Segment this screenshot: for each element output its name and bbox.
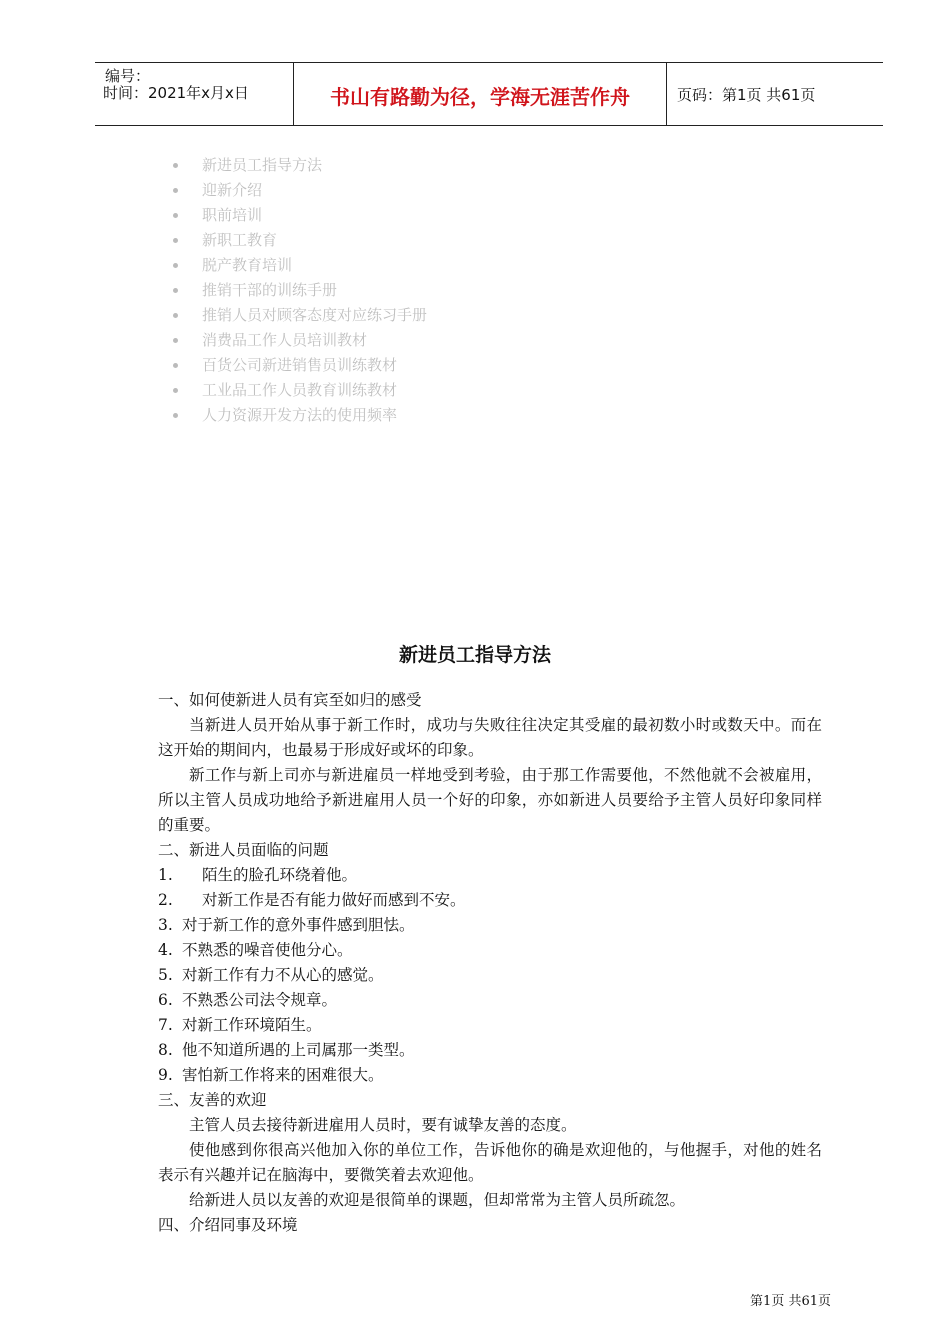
list-item <box>158 988 822 1013</box>
footer-page-number: 第1页 共61页 <box>750 1294 831 1309</box>
bullet-icon <box>173 163 178 168</box>
list-item <box>158 938 822 963</box>
list-item <box>158 1013 822 1038</box>
toc-item[interactable] <box>172 403 427 428</box>
toc-item-label: 职前培训 <box>202 206 263 224</box>
toc-list <box>172 153 427 428</box>
page-header <box>95 62 883 126</box>
toc-item-label: 推销干部的训练手册 <box>202 281 338 299</box>
section-heading: 一、如何使新进人员有宾至如归的感受 <box>158 691 422 709</box>
list-number: 3. <box>158 916 173 934</box>
bullet-icon <box>173 288 178 293</box>
toc-item-label: 推销人员对顾客态度对应练习手册 <box>202 306 428 324</box>
list-number: 1. <box>158 866 173 884</box>
list-text: 对新工作是否有能力做好而感到不安。 <box>202 891 466 909</box>
list-item <box>158 888 822 913</box>
list-number: 5. <box>158 966 173 984</box>
toc-item[interactable] <box>172 178 427 203</box>
list-item <box>158 913 822 938</box>
toc-item[interactable] <box>172 228 427 253</box>
toc-item[interactable] <box>172 253 427 278</box>
bullet-icon <box>173 263 178 268</box>
toc-item-label: 工业品工作人员教育训练教材 <box>202 381 398 399</box>
bullet-icon <box>173 188 178 193</box>
header-meta-cell <box>95 63 294 125</box>
header-motto-cell <box>294 63 667 125</box>
list-text: 不熟悉公司法令规章。 <box>182 991 338 1009</box>
list-number: 4. <box>158 941 173 959</box>
list-text: 陌生的脸孔环绕着他。 <box>202 866 358 884</box>
toc-item-label: 新进员工指导方法 <box>202 156 323 174</box>
list-number: 8. <box>158 1041 173 1059</box>
toc-item-label: 人力资源开发方法的使用频率 <box>202 406 398 424</box>
list-number: 6. <box>158 991 173 1009</box>
bullet-icon <box>173 413 178 418</box>
article-title: 新进员工指导方法 <box>398 644 551 666</box>
paragraph: 当新进人员开始从事于新工作时，成功与失败往往决定其受雇的最初数小时或数天中。而在这开始的期间内，也最易于形成好或坏的印象。 <box>158 716 822 759</box>
toc-item[interactable] <box>172 278 427 303</box>
list-item <box>158 1038 822 1063</box>
list-number: 9. <box>158 1066 173 1084</box>
list-text: 对新工作环境陌生。 <box>182 1016 322 1034</box>
bullet-icon <box>173 338 178 343</box>
toc-item[interactable] <box>172 353 427 378</box>
motto: 书山有路勤为径，学海无涯苦作舟 <box>330 85 630 109</box>
list-text: 他不知道所遇的上司属那一类型。 <box>182 1041 415 1059</box>
toc-item-label: 脱产教育培训 <box>202 256 293 274</box>
toc-item[interactable] <box>172 203 427 228</box>
time-label: 时间：2021年x月x日 <box>103 84 249 102</box>
bullet-icon <box>173 363 178 368</box>
list-text: 不熟悉的噪音使他分心。 <box>182 941 353 959</box>
list-number: 7. <box>158 1016 173 1034</box>
bullet-icon <box>173 388 178 393</box>
list-text: 对于新工作的意外事件感到胆怯。 <box>182 916 415 934</box>
toc-item[interactable] <box>172 153 427 178</box>
section-heading: 三、友善的欢迎 <box>158 1091 267 1109</box>
toc-item-label: 迎新介绍 <box>202 181 263 199</box>
list-item <box>158 1063 822 1088</box>
serial-label: 编号： <box>105 67 151 85</box>
paragraph: 新工作与新上司亦与新进雇员一样地受到考验，由于那工作需要他，不然他就不会被雇用，所以主管人员成功地给予新进雇用人员一个好的印象，亦如新进人员要给予主管人员好印象同样的重要。 <box>158 766 822 834</box>
section-heading: 二、新进人员面临的问题 <box>158 841 329 859</box>
list-item <box>158 863 822 888</box>
list-number: 2. <box>158 891 173 909</box>
paragraph: 使他感到你很高兴他加入你的单位工作，告诉他你的确是欢迎他的，与他握手，对他的姓名表示有兴趣并记在脑海中，要微笑着去欢迎他。 <box>158 1141 822 1184</box>
toc-item[interactable] <box>172 378 427 403</box>
list-text: 对新工作有力不从心的感觉。 <box>182 966 384 984</box>
section-heading: 四、介绍同事及环境 <box>158 1216 298 1234</box>
paragraph: 主管人员去接待新进雇用人员时，要有诚挚友善的态度。 <box>189 1116 577 1134</box>
toc-item-label: 百货公司新进销售员训练教材 <box>202 356 398 374</box>
toc-item[interactable] <box>172 328 427 353</box>
toc-item-label: 消费品工作人员培训教材 <box>202 331 368 349</box>
header-page-cell <box>667 63 883 125</box>
bullet-icon <box>173 213 178 218</box>
bullet-icon <box>173 238 178 243</box>
toc-item-label: 新职工教育 <box>202 231 278 249</box>
article-body <box>158 688 822 1238</box>
header-page-number: 页码：第1页 共61页 <box>677 86 816 104</box>
toc-item[interactable] <box>172 303 427 328</box>
bullet-icon <box>173 313 178 318</box>
paragraph: 给新进人员以友善的欢迎是很简单的课题，但却常常为主管人员所疏忽。 <box>189 1191 686 1209</box>
list-text: 害怕新工作将来的困难很大。 <box>182 1066 384 1084</box>
list-item <box>158 963 822 988</box>
